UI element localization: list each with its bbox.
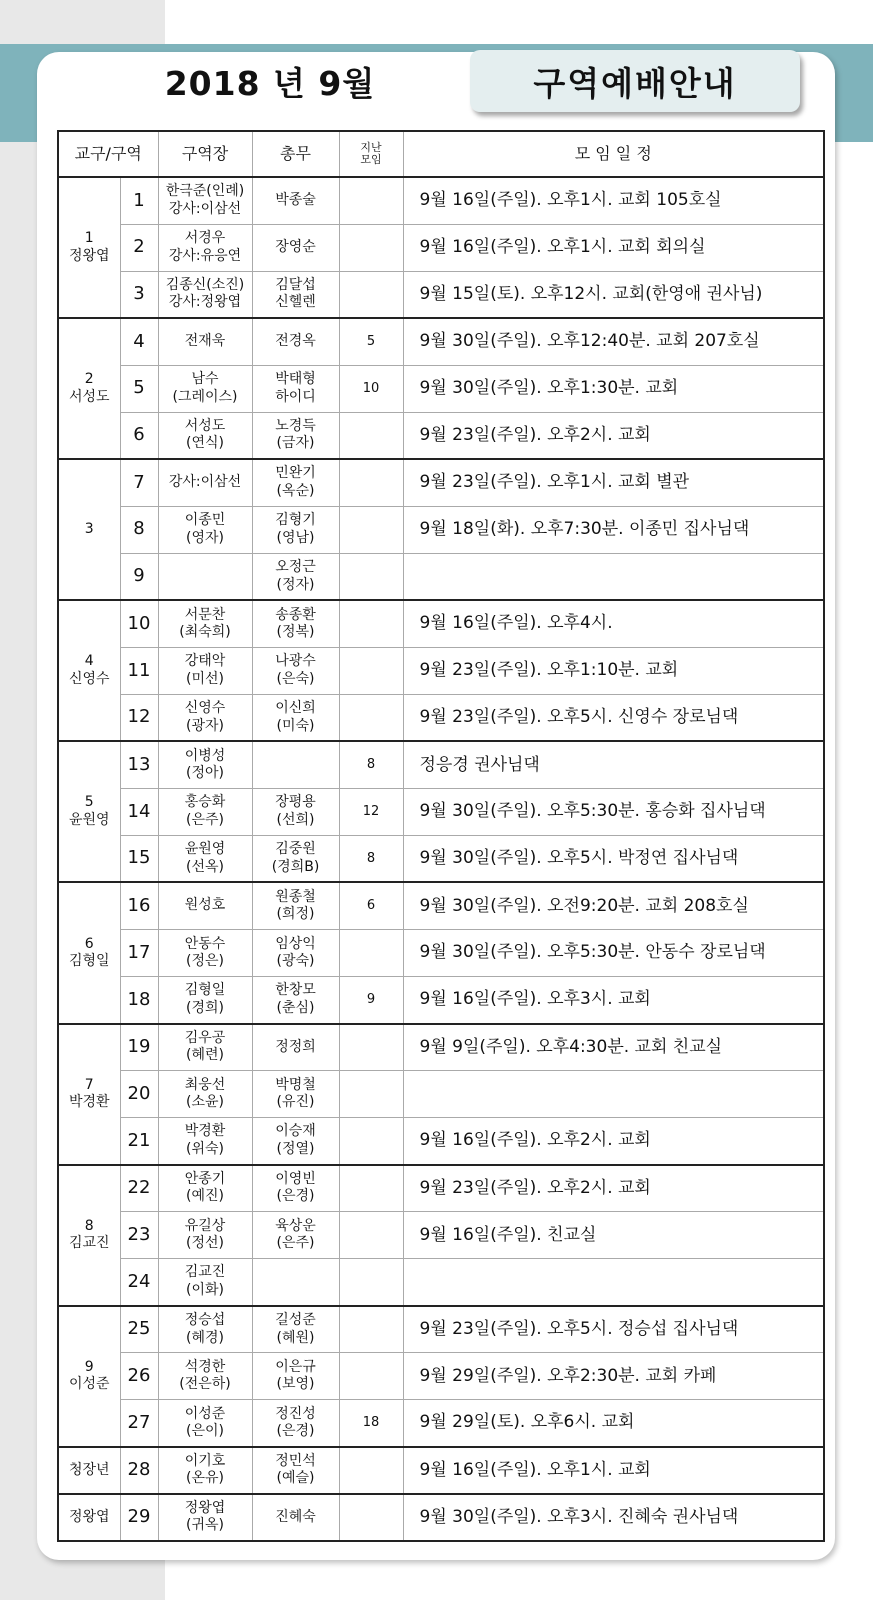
last-meeting-count	[339, 1212, 403, 1259]
secretary-cell: 장평용 (선희)	[252, 788, 339, 835]
secretary-cell: 이승재 (정열)	[252, 1118, 339, 1165]
table-header-row	[58, 131, 824, 177]
leader-cell	[158, 553, 252, 600]
last-meeting-count	[339, 412, 403, 459]
leader-cell: 박경환 (위숙)	[158, 1118, 252, 1165]
meeting-schedule: 9월 23일(주일). 오후1시. 교회 별관	[403, 459, 824, 506]
leader-cell: 서문찬 (최숙희)	[158, 600, 252, 647]
leader-cell: 서성도 (연식)	[158, 412, 252, 459]
leader-cell: 원성호	[158, 882, 252, 929]
district-number: 8	[120, 506, 158, 553]
last-meeting-count	[339, 930, 403, 977]
secretary-cell: 오정근 (정자)	[252, 553, 339, 600]
year-month-title: 2018 년 9월	[164, 64, 376, 103]
leader-cell: 김교진 (이화)	[158, 1259, 252, 1306]
secretary-cell: 정정희	[252, 1024, 339, 1071]
last-meeting-count	[339, 1306, 403, 1353]
district-number: 6	[120, 412, 158, 459]
leader-cell: 한극준(인례) 강사:이삼선	[158, 177, 252, 224]
meeting-schedule: 9월 16일(주일). 오후4시.	[403, 600, 824, 647]
leader-cell: 안종기 (예진)	[158, 1165, 252, 1212]
leader-cell: 남수 (그레이스)	[158, 365, 252, 412]
last-meeting-count	[339, 553, 403, 600]
leader-cell: 홍승화 (은주)	[158, 788, 252, 835]
secretary-cell: 정민석 (예슬)	[252, 1447, 339, 1494]
table-row	[58, 1259, 824, 1306]
table-row	[58, 1212, 824, 1259]
district-number: 11	[120, 647, 158, 694]
table-row	[58, 741, 824, 788]
table-row	[58, 224, 824, 271]
district-number: 26	[120, 1353, 158, 1400]
table-row	[58, 1306, 824, 1353]
secretary-cell: 나광수 (은숙)	[252, 647, 339, 694]
district-number: 9	[120, 553, 158, 600]
leader-cell: 정왕엽 (귀옥)	[158, 1494, 252, 1541]
table-row	[58, 1494, 824, 1541]
meeting-schedule: 9월 30일(주일). 오후5시. 박정연 집사님댁	[403, 835, 824, 882]
meeting-schedule: 9월 16일(주일). 오후2시. 교회	[403, 1118, 824, 1165]
table-row	[58, 365, 824, 412]
last-meeting-count	[339, 1447, 403, 1494]
table-row	[58, 177, 824, 224]
secretary-cell: 박태형 하이디	[252, 365, 339, 412]
zone-label: 6 김형일	[58, 882, 120, 1023]
last-meeting-count	[339, 506, 403, 553]
secretary-cell: 이은규 (보영)	[252, 1353, 339, 1400]
meeting-schedule: 9월 18일(화). 오후7:30분. 이종민 집사님댁	[403, 506, 824, 553]
secretary-cell: 진혜숙	[252, 1494, 339, 1541]
leader-cell: 이기호 (온유)	[158, 1447, 252, 1494]
table-row	[58, 788, 824, 835]
secretary-cell: 노경득 (금자)	[252, 412, 339, 459]
meeting-schedule	[403, 1071, 824, 1118]
leader-cell: 이성준 (은이)	[158, 1400, 252, 1447]
district-number: 28	[120, 1447, 158, 1494]
column-header-leader: 구역장	[158, 131, 252, 177]
table-row	[58, 835, 824, 882]
meeting-schedule: 9월 29일(주일). 오후2:30분. 교회 카페	[403, 1353, 824, 1400]
table-row	[58, 506, 824, 553]
last-meeting-count: 10	[339, 365, 403, 412]
zone-label: 4 신영수	[58, 600, 120, 741]
last-meeting-count: 6	[339, 882, 403, 929]
meeting-schedule: 9월 30일(주일). 오후12:40분. 교회 207호실	[403, 318, 824, 365]
last-meeting-count: 9	[339, 977, 403, 1024]
last-meeting-count: 12	[339, 788, 403, 835]
secretary-cell: 전경옥	[252, 318, 339, 365]
meeting-schedule	[403, 553, 824, 600]
zone-label: 7 박경환	[58, 1024, 120, 1165]
column-header-schedule: 모 임 일 정	[403, 131, 824, 177]
district-number: 10	[120, 600, 158, 647]
table-row	[58, 1071, 824, 1118]
zone-label: 2 서성도	[58, 318, 120, 459]
secretary-cell: 육상운 (은주)	[252, 1212, 339, 1259]
table-row	[58, 553, 824, 600]
last-meeting-count: 18	[339, 1400, 403, 1447]
last-meeting-count	[339, 1494, 403, 1541]
district-number: 3	[120, 271, 158, 318]
district-number: 12	[120, 694, 158, 741]
secretary-cell: 한창모 (춘심)	[252, 977, 339, 1024]
district-number: 25	[120, 1306, 158, 1353]
secretary-cell: 장영순	[252, 224, 339, 271]
last-meeting-count	[339, 1118, 403, 1165]
leader-cell: 석경한 (전은하)	[158, 1353, 252, 1400]
last-meeting-count: 8	[339, 741, 403, 788]
column-header-last-meeting: 지난 모임	[339, 131, 403, 177]
secretary-cell: 김형기 (영남)	[252, 506, 339, 553]
leader-cell: 이종민 (영자)	[158, 506, 252, 553]
district-number: 27	[120, 1400, 158, 1447]
meeting-schedule: 9월 29일(토). 오후6시. 교회	[403, 1400, 824, 1447]
last-meeting-count	[339, 224, 403, 271]
table-row	[58, 647, 824, 694]
table-row	[58, 600, 824, 647]
district-number: 13	[120, 741, 158, 788]
table-row	[58, 412, 824, 459]
meeting-schedule: 9월 30일(주일). 오전9:20분. 교회 208호실	[403, 882, 824, 929]
district-number: 23	[120, 1212, 158, 1259]
leader-cell: 김형일 (경희)	[158, 977, 252, 1024]
last-meeting-count: 5	[339, 318, 403, 365]
meeting-schedule: 9월 16일(주일). 오후1시. 교회 105호실	[403, 177, 824, 224]
meeting-schedule	[403, 1259, 824, 1306]
leader-cell: 김우공 (혜련)	[158, 1024, 252, 1071]
column-header-zone: 교구/구역	[58, 131, 158, 177]
table-row	[58, 930, 824, 977]
district-number: 5	[120, 365, 158, 412]
secretary-cell: 이영빈 (은경)	[252, 1165, 339, 1212]
meeting-schedule: 9월 30일(주일). 오후5:30분. 홍승화 집사님댁	[403, 788, 824, 835]
district-number: 18	[120, 977, 158, 1024]
table-row	[58, 318, 824, 365]
district-number: 29	[120, 1494, 158, 1541]
table-row	[58, 271, 824, 318]
last-meeting-count	[339, 647, 403, 694]
leader-cell: 서경우 강사:유응연	[158, 224, 252, 271]
table-row	[58, 1353, 824, 1400]
last-meeting-count	[339, 1024, 403, 1071]
secretary-cell: 이신희 (미숙)	[252, 694, 339, 741]
last-meeting-count: 8	[339, 835, 403, 882]
district-number: 7	[120, 459, 158, 506]
meeting-schedule: 9월 23일(주일). 오후5시. 정승섭 집사님댁	[403, 1306, 824, 1353]
district-number: 1	[120, 177, 158, 224]
last-meeting-count	[339, 177, 403, 224]
district-number: 16	[120, 882, 158, 929]
table-row	[58, 694, 824, 741]
leader-cell: 강태악 (미선)	[158, 647, 252, 694]
page-title: 구역예배안내	[533, 64, 737, 103]
table-row	[58, 1447, 824, 1494]
district-number: 2	[120, 224, 158, 271]
last-meeting-count	[339, 459, 403, 506]
last-meeting-count	[339, 600, 403, 647]
leader-cell: 김종신(소진) 강사:정왕엽	[158, 271, 252, 318]
meeting-schedule: 9월 23일(주일). 오후2시. 교회	[403, 1165, 824, 1212]
meeting-schedule: 9월 16일(주일). 오후3시. 교회	[403, 977, 824, 1024]
meeting-schedule: 9월 30일(주일). 오후3시. 진혜숙 권사님댁	[403, 1494, 824, 1541]
column-header-secretary: 총무	[252, 131, 339, 177]
table-row	[58, 1165, 824, 1212]
leader-cell: 최웅선 (소윤)	[158, 1071, 252, 1118]
secretary-cell: 길성준 (혜원)	[252, 1306, 339, 1353]
secretary-cell: 임상익 (광숙)	[252, 930, 339, 977]
leader-cell: 안동수 (정은)	[158, 930, 252, 977]
last-meeting-count	[339, 1165, 403, 1212]
table-row	[58, 459, 824, 506]
secretary-cell: 민완기 (옥순)	[252, 459, 339, 506]
district-number: 14	[120, 788, 158, 835]
secretary-cell: 김중원 (경희B)	[252, 835, 339, 882]
zone-label: 3	[58, 459, 120, 600]
schedule-table	[57, 130, 825, 1542]
leader-cell: 윤원영 (선옥)	[158, 835, 252, 882]
meeting-schedule: 9월 30일(주일). 오후5:30분. 안동수 장로님댁	[403, 930, 824, 977]
secretary-cell: 박종술	[252, 177, 339, 224]
zone-label: 9 이성준	[58, 1306, 120, 1447]
secretary-cell	[252, 741, 339, 788]
secretary-cell	[252, 1259, 339, 1306]
leader-cell: 전재욱	[158, 318, 252, 365]
district-number: 17	[120, 930, 158, 977]
meeting-schedule: 9월 16일(주일). 오후1시. 교회 회의실	[403, 224, 824, 271]
zone-label: 5 윤원영	[58, 741, 120, 882]
leader-cell: 정승섭 (혜경)	[158, 1306, 252, 1353]
meeting-schedule: 9월 23일(주일). 오후2시. 교회	[403, 412, 824, 459]
meeting-schedule: 9월 15일(토). 오후12시. 교회(한영애 권사님)	[403, 271, 824, 318]
leader-cell: 이병성 (정아)	[158, 741, 252, 788]
meeting-schedule: 9월 30일(주일). 오후1:30분. 교회	[403, 365, 824, 412]
last-meeting-count	[339, 1259, 403, 1306]
district-number: 19	[120, 1024, 158, 1071]
leader-cell: 신영수 (광자)	[158, 694, 252, 741]
meeting-schedule: 9월 9일(주일). 오후4:30분. 교회 친교실	[403, 1024, 824, 1071]
table-row	[58, 1118, 824, 1165]
meeting-schedule: 정응경 권사님댁	[403, 741, 824, 788]
district-number: 21	[120, 1118, 158, 1165]
secretary-cell: 박명철 (유진)	[252, 1071, 339, 1118]
leader-cell: 강사:이삼선	[158, 459, 252, 506]
table-row	[58, 977, 824, 1024]
table-row	[58, 1024, 824, 1071]
table-row	[58, 1400, 824, 1447]
zone-label: 정왕엽	[58, 1494, 120, 1541]
meeting-schedule: 9월 16일(주일). 오후1시. 교회	[403, 1447, 824, 1494]
zone-label: 1 정왕엽	[58, 177, 120, 318]
district-number: 22	[120, 1165, 158, 1212]
table-row	[58, 882, 824, 929]
secretary-cell: 송종환 (정복)	[252, 600, 339, 647]
last-meeting-count	[339, 694, 403, 741]
meeting-schedule: 9월 23일(주일). 오후1:10분. 교회	[403, 647, 824, 694]
district-number: 20	[120, 1071, 158, 1118]
zone-label: 청장년	[58, 1447, 120, 1494]
last-meeting-count	[339, 1353, 403, 1400]
district-number: 24	[120, 1259, 158, 1306]
meeting-schedule: 9월 16일(주일). 친교실	[403, 1212, 824, 1259]
district-number: 4	[120, 318, 158, 365]
secretary-cell: 원종철 (희정)	[252, 882, 339, 929]
secretary-cell: 정진성 (은경)	[252, 1400, 339, 1447]
last-meeting-count	[339, 1071, 403, 1118]
meeting-schedule: 9월 23일(주일). 오후5시. 신영수 장로님댁	[403, 694, 824, 741]
last-meeting-count	[339, 271, 403, 318]
zone-label: 8 김교진	[58, 1165, 120, 1306]
leader-cell: 유길상 (정선)	[158, 1212, 252, 1259]
district-number: 15	[120, 835, 158, 882]
secretary-cell: 김달섭 신헬렌	[252, 271, 339, 318]
